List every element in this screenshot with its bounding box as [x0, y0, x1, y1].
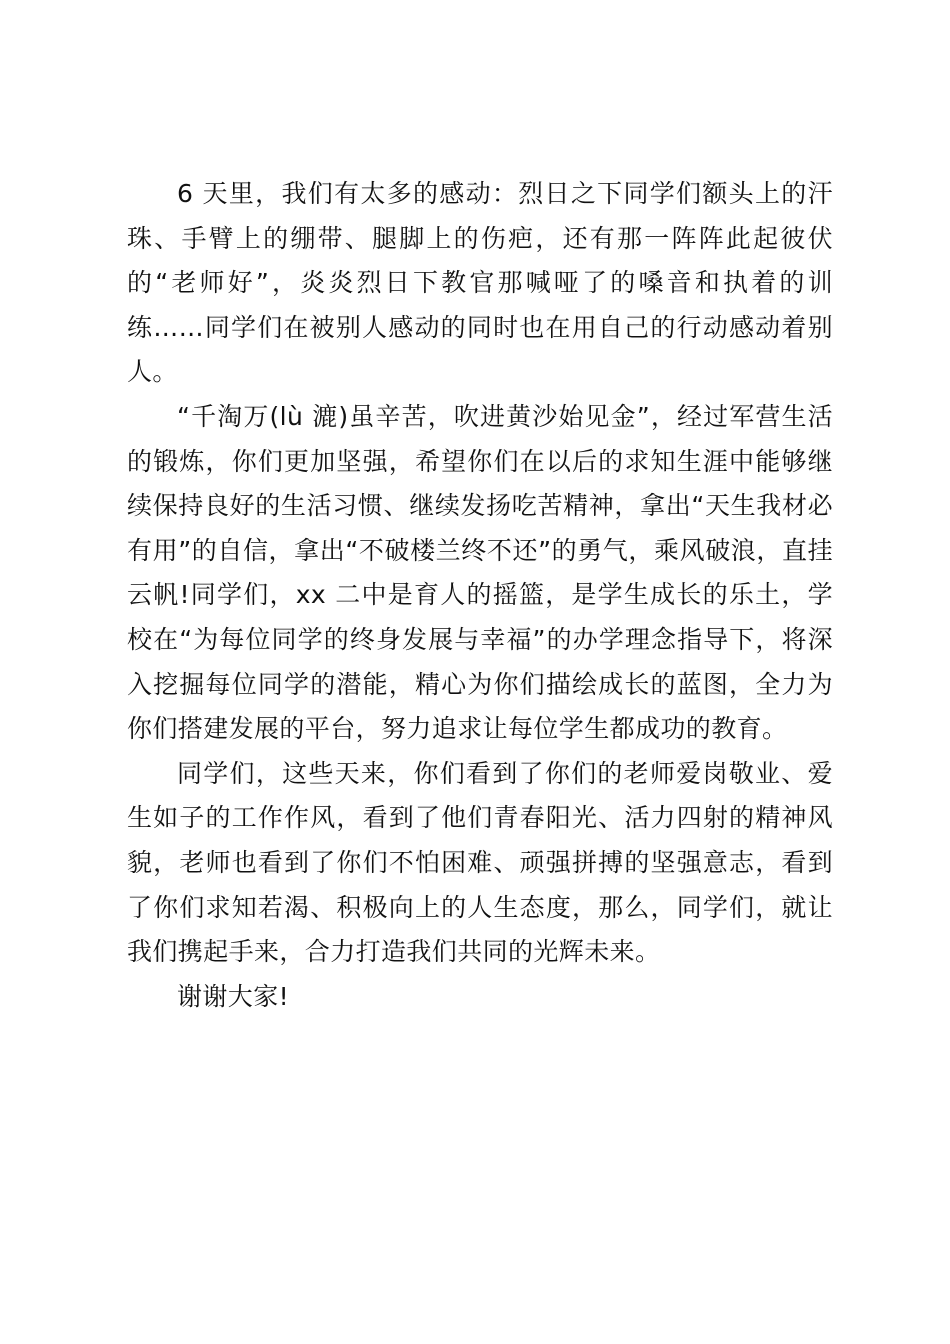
paragraph-gratitude: 6 天里，我们有太多的感动：烈日之下同学们额头上的汗珠、手臂上的绷带、腿脚上的伤疤，还有那一阵阵此起彼伏的“老师好”，炎炎烈日下教官那喊哑了的嗓音和执着的训练……同学们在被别人感动的同时也在用自己的行动感动着别人。 — [127, 179, 833, 387]
paragraph-teachers: 同学们，这些天来，你们看到了你们的老师爱岗敬业、爱生如子的工作作风，看到了他们青春阳光、活力四射的精神风貌，老师也看到了你们不怕困难、顽强拼搏的坚强意志，看到了你们求知若渴、积极向上的人生态度，那么，同学们，就让我们携起手来，合力打造我们共同的光辉未来。 — [127, 758, 833, 967]
paragraph-closing: 谢谢大家! — [177, 981, 290, 1011]
paragraph-encouragement: “千淘万(lù 漉)虽辛苦，吹进黄沙始见金”，经过军营生活的锻炼，你们更加坚强，希望你们在以后的求知生涯中能够继续保持良好的生活习惯、继续发扬吃苦精神，拿出“天生我材必有用”的自信，拿出“不破楼兰终不还”的勇气，乘风破浪，直挂云帆!同学们，xx 二中是育人的摇篮，是学生成长的乐土，学校在“为每位同学的终身发展与幸福”的办学理念指导下，将深入挖掘每位同学的潜能，精心为你们描绘成长的蓝图，全力为你们搭建发展的平台，努力追求让每位学生都成功的教育。 — [127, 401, 833, 744]
document-body — [127, 172, 833, 1019]
